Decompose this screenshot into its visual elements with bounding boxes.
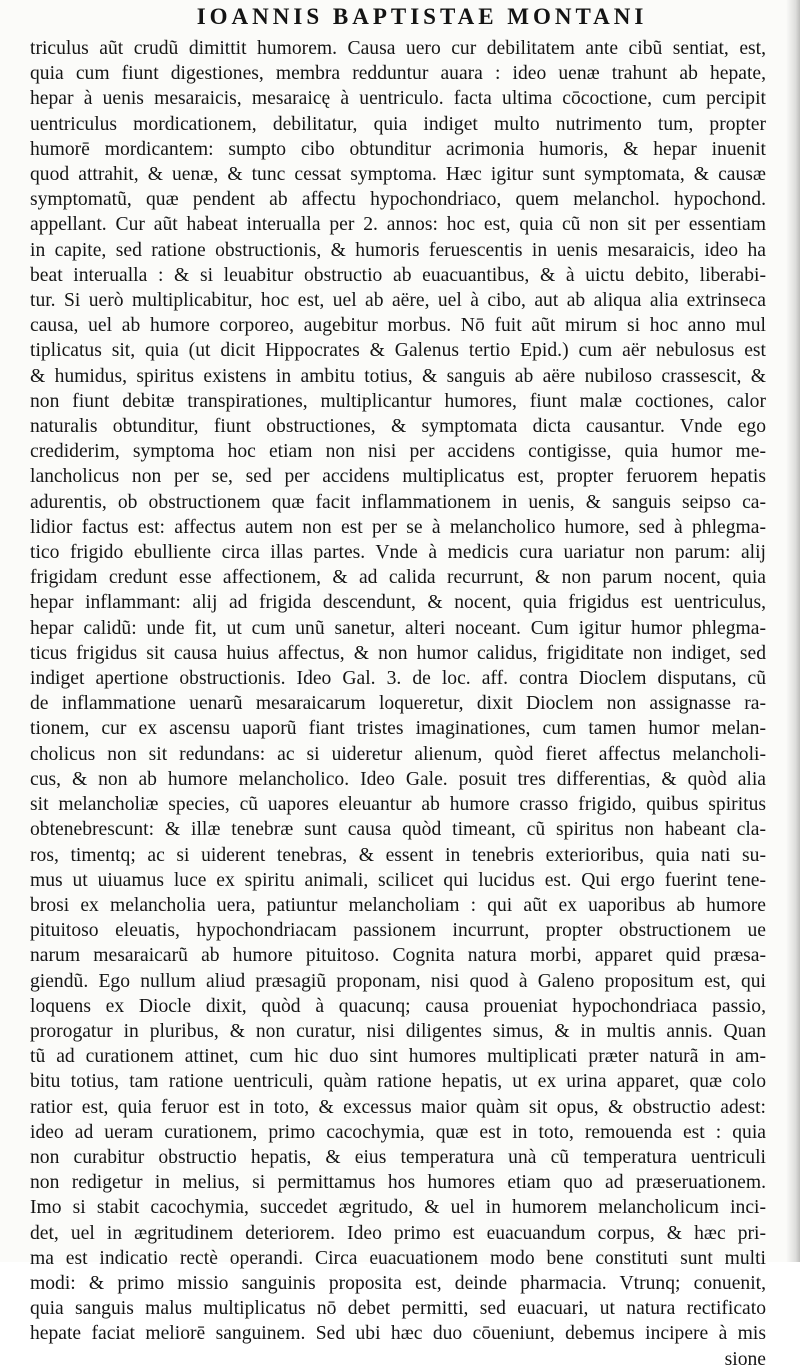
text-line: beat interualla : & si leuabitur obstructio ab euacuantibus, & à uictu debito, liberabi- <box>30 264 766 286</box>
text-line: hepar calidũ: unde fit, ut cum unũ sanetur, alteri noceant. Cum igitur humor phlegma- <box>30 617 766 639</box>
text-line: tionem, cur ex ascensu uaporũ fiant tristes imaginationes, cum tamen humor melan- <box>30 718 766 740</box>
text-line: crediderim, symptoma hoc etiam non nisi per accidens contigisse, quia humor me- <box>30 441 766 463</box>
text-line: modi: & primo missio sanguinis proposita est, deinde pharmacia. Vtrunq; conuenit, <box>30 1272 766 1294</box>
text-line: quia sanguis malus multiplicatus nō debet permitti, sed euacuari, ut natura rectificato <box>30 1298 766 1320</box>
text-line: prorogatur in pluribus, & non curatur, nisi diligentes simus, & in multis annis. Quan <box>30 1020 766 1042</box>
text-line: in capite, sed ratione obstructionis, & humoris feruescentis in uenis mesaraicis, ideo ha <box>30 239 766 261</box>
text-line: hepate faciat meliorē sanguinem. Sed ubi hæc duo cōueniunt, debemus incipere à mis <box>30 1323 766 1345</box>
text-line: ratior est, quia feruor est in toto, & excessus maior quàm sit opus, & obstructio adest: <box>30 1096 766 1118</box>
text-line: tiplicatus sit, quia (ut dicit Hippocrates & Galenus tertio Epid.) cum aër nebulosus est <box>30 340 766 362</box>
text-line: ideo ad ueram curationem, primo cacochymia, quæ est in toto, remouenda est : quia <box>30 1121 766 1143</box>
body-text <box>30 36 766 1372</box>
text-line: pituitoso eleuatis, hypochondriacam passionem incurrunt, propter obstructionem ue <box>30 920 766 942</box>
text-line: ma est indicatio rectè operandi. Circa euacuationem modo bene constituti sunt multi <box>30 1247 766 1269</box>
text-line: causa, uel ab humore corporeo, augebitur morbus. Nō fuit aũt mirum si hoc anno mul <box>30 315 766 337</box>
text-line: brosi ex melancholia uera, patiuntur melancholiam : qui aũt ex uaporibus ab humore <box>30 894 766 916</box>
text-line: symptomatũ, quæ pendent ab affectu hypochondriaco, quem melanchol. hypochond. <box>30 189 766 211</box>
text-line: loquens ex Diocle dixit, quòd à quacunq; causa proueniat hypochondriaca passio, <box>30 995 766 1017</box>
text-line: naturalis obtunditur, fiunt obstructiones, & symptomata dicta causantur. Vnde ego <box>30 416 766 438</box>
text-line: giendũ. Ego nullum aliud præsagiũ proponam, nisi quod à Galeno propositum est, qui <box>30 970 766 992</box>
text-line: frigidam credunt esse affectionem, & ad calida recurrunt, & non parum nocent, quia <box>30 567 766 589</box>
text-line: cholicus non sit redundans: ac si uideretur alienum, quòd fieret affectus melancholi- <box>30 743 766 765</box>
text-line: non curabitur obstructio hepatis, & eius temperatura unà cũ temperatura uentriculi <box>30 1146 766 1168</box>
text-line: det, uel in ægritudinem deteriorem. Ideo primo est euacuandum corpus, & hæc pri- <box>30 1222 766 1244</box>
text-line: & humidus, spiritus existens in ambitu totius, & sanguis ab aëre nubiloso crassescit, & <box>30 365 766 387</box>
text-line: mus ut uiuamus luce ex spiritu animali, scilicet qui lucidus est. Qui ergo fuerint tene- <box>30 869 766 891</box>
text-line: cus, & non ab humore melancholico. Ideo Gale. posuit tres differentias, & quòd alia <box>30 768 766 790</box>
text-line: ros, timentq; ac si uiderent tenebras, & essent in tenebris exterioribus, quia nati su- <box>30 844 766 866</box>
text-line: tur. Si uerò multiplicabitur, hoc est, uel ab aëre, uel à cibo, aut ab aliqua alia extrinseca <box>30 290 766 312</box>
text-line: appellant. Cur aũt habeat interualla per 2. annos: hoc est, quia cũ non sit per essentiam <box>30 214 766 236</box>
text-line: humorē mordicantem: sumpto cibo obtunditur acrimonia humoris, & hepar inuenit <box>30 138 766 160</box>
text-line: triculus aũt crudũ dimittit humorem. Causa uero cur debilitatem ante cibũ sentiat, est, <box>30 38 766 59</box>
text-line: lancholicus non per se, sed per accidens multiplicatus est, propter feruorem hepatis <box>30 466 766 488</box>
text-line: sione <box>724 1348 766 1370</box>
text-line: adurentis, ob obstructionem quæ facit inflammationem in uenis, & sanguis seipso ca- <box>30 491 766 513</box>
text-line: hepar à uenis mesaraicis, mesaraicę à uentriculo. facta ultima cōcoctione, cum percipit <box>30 88 766 110</box>
text-line: sit melancholiæ species, cũ uapores eleuantur ab humore crasso frigido, quibus spiritus <box>30 794 766 816</box>
text-line: narum mesaraicarũ ab humore pituitoso. Cognita natura morbi, apparet quid præsa- <box>30 945 766 967</box>
text-line: de inflammatione uenarũ mesaraicarum loqueretur, dixit Dioclem non assignasse ra- <box>30 693 766 715</box>
text-line: lidior factus est: affectus autem non est per se à melancholico humore, sed à phlegma- <box>30 516 766 538</box>
text-line: obtenebrescunt: & illæ tenebræ sunt causa quòd timeant, cũ spiritus non habeant cla- <box>30 819 766 841</box>
text-line: Imo si stabit cacochymia, succedet ægritudo, & uel in humorem melancholicum inci- <box>30 1197 766 1219</box>
text-line: hepar inflammant: alij ad frigida descendunt, & nocent, quia frigidus est uentriculus, <box>30 592 766 614</box>
text-line: uentriculus mordicationem, debilitatur, quia indiget multo nutrimento tum, propter <box>30 113 766 135</box>
text-line: quia cum fiunt digestiones, membra redduntur auara : ideo uenæ trahunt ab hepate, <box>30 63 766 85</box>
text-line: tico frigido ebulliente circa illas partes. Vnde à medicis cura uariatur non parum: alij <box>30 542 766 564</box>
text-line: non fiunt debitæ transpirationes, multiplicantur humores, fiunt malæ coctiones, calor <box>30 390 766 412</box>
text-line: bitu totius, tam ratione uentriculi, quàm ratione hepatis, ut ex urina apparet, quæ colo <box>30 1071 766 1093</box>
text-line: quod attrahit, & uenæ, & tunc cessat symptoma. Hæc igitur sunt symptomata, & causæ <box>30 164 766 186</box>
text-line: indiget apertione obstructionis. Ideo Gal. 3. de loc. aff. contra Dioclem disputans, cũ <box>30 668 766 690</box>
text-line: tũ ad curationem attinet, cum hic duo sint humores multiplicati præter naturã in am- <box>30 1046 766 1068</box>
text-line: ticus frigidus sit causa huius affectus, & non humor calidus, frigiditate non indiget, sed <box>30 642 766 664</box>
page-edge-shadow <box>786 0 800 1262</box>
text-line: non redigetur in melius, si permittamus hos humores etiam quo ad præseruationem. <box>30 1172 766 1194</box>
running-title: IOANNIS BAPTISTAE MONTANI <box>196 4 648 29</box>
